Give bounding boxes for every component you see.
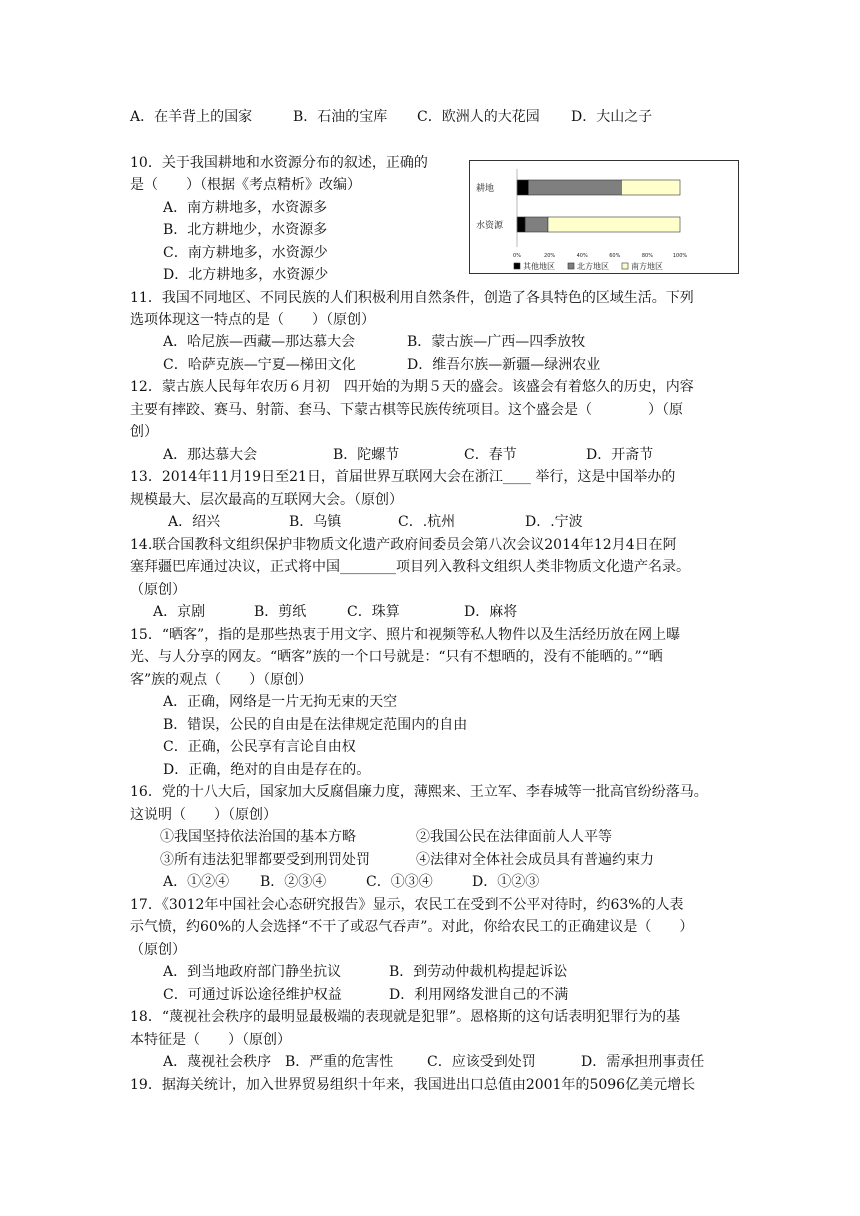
q10-option-c: C．南方耕地多，水资源少 <box>163 245 328 261</box>
q9-option-b: B．石油的宝库 <box>293 109 388 125</box>
q16-options <box>163 873 539 891</box>
q13-stem-line1: 13．2014年11月19日至21日，首届世界互联网大会在浙江____ 举行，这是中国举办的 <box>130 469 676 485</box>
category-label: 水资源 <box>476 221 504 231</box>
land-water-chart-svg <box>470 161 738 273</box>
q17-options-row2 <box>163 986 568 1004</box>
q14-stem-line1: 14.联合国教科文组织保护非物质文化遗产政府间委员会第八次会议2014年12月4日在阿 <box>130 537 677 553</box>
q12-stem-line1: 12．蒙古族人民每年农历６月初 四开始的为期５天的盛会。该盛会有着悠久的历史，内容 <box>130 379 694 395</box>
q11-option-d: D．维吾尔族—新疆—绿洲农业 <box>407 357 601 373</box>
q11-options-row1 <box>163 333 585 351</box>
legend-label: 北方地区 <box>577 262 609 271</box>
q12-option-b: B．陀螺节 <box>333 447 400 463</box>
x-tick-label: 40% <box>576 253 588 259</box>
legend-swatch <box>622 263 628 269</box>
q11-stem-line2: 选项体现这一特点的是（ ）（原创） <box>130 312 375 328</box>
q15-option-c: C．正确，公民享有言论自由权 <box>163 739 356 755</box>
q12-option-a: A．那达慕大会 <box>163 447 258 463</box>
q12-stem-line3: 创） <box>130 424 158 440</box>
q16-item-1: ①我国坚持依法治国的基本方略 <box>160 829 356 845</box>
q13-option-b: B．乌镇 <box>289 514 342 530</box>
land-water-chart <box>469 160 739 274</box>
q11-options-row2 <box>163 356 600 374</box>
q15-option-b: B．错误，公民的自由是在法律规定范围内的自由 <box>163 717 468 733</box>
legend-swatch <box>514 263 520 269</box>
q9-options <box>130 108 652 126</box>
q14-stem-line2: 塞拜疆巴库通过决议，正式将中国________项目列入教科文组织人类非物质文化遗产名录。 <box>130 559 690 575</box>
q13-option-c: C．.杭州 <box>398 514 456 530</box>
bar-segment <box>621 180 680 195</box>
q9-option-c: C．欧洲人的大花园 <box>417 109 540 125</box>
q16-item-4: ④法律对全体社会成员具有普遍约束力 <box>416 852 654 868</box>
q16-stem-line1: 16．党的十八大后，国家加大反腐倡廉力度，薄熙来、王立军、李春城等一批高官纷纷落马。 <box>130 784 708 800</box>
q17-option-c: C．可通过诉讼途径维护权益 <box>163 987 342 1003</box>
q10-option-d: D．北方耕地多，水资源少 <box>163 267 329 283</box>
q17-option-b: B．到劳动仲裁机构提起诉讼 <box>389 964 568 980</box>
q12-option-c: C．春节 <box>464 447 517 463</box>
q16-items-row1 <box>160 828 612 846</box>
q9-option-d: D．大山之子 <box>571 109 653 125</box>
q16-option-b: B．②③④ <box>260 874 327 890</box>
q10-stem-line1: 10．关于我国耕地和水资源分布的叙述，正确的 <box>130 155 428 171</box>
x-tick-label: 100% <box>672 253 688 259</box>
q17-options-row1 <box>163 963 567 981</box>
q14-option-d: D．麻将 <box>464 604 518 620</box>
q16-stem-line2: 这说明（ ）（原创） <box>130 807 277 823</box>
q17-option-a: A．到当地政府部门静坐抗议 <box>163 964 342 980</box>
q17-stem-line2: 示气愤，约60%的人会选择“不干了或忍气吞声”。对此，你给农民工的正确建议是（ ） <box>130 919 694 935</box>
q14-option-c: C．珠算 <box>347 604 400 620</box>
q9-option-a: A．在羊背上的国家 <box>130 109 253 125</box>
q13-stem-line2: 规模最大、层次最高的互联网大会。（原创） <box>130 492 403 508</box>
q18-option-c: C．应该受到处罚 <box>427 1054 536 1070</box>
q12-option-d: D．开斋节 <box>586 447 654 463</box>
q15-option-a: A．正确，网络是一片无拘无束的天空 <box>163 694 398 710</box>
x-tick-label: 80% <box>641 253 653 259</box>
q11-option-c: C．哈萨克族—宁夏—梯田文化 <box>163 357 356 373</box>
q14-option-b: B．剪纸 <box>254 604 307 620</box>
q18-stem-line2: 本特征是（ ）（原创） <box>130 1032 291 1048</box>
q17-stem-line1: 17．《3012年中国社会心态研究报告》显示，农民工在受到不公平对待时，约63%的人表 <box>130 897 684 913</box>
q11-option-a: A．哈尼族—西藏—那达慕大会 <box>163 334 356 350</box>
q16-items-row2 <box>160 851 654 869</box>
q17-stem-line3: （原创） <box>130 942 186 958</box>
q13-option-a: A．绍兴 <box>168 514 221 530</box>
q13-options <box>168 513 583 531</box>
legend-swatch <box>568 263 574 269</box>
q11-option-b: B．蒙古族—广西—四季放牧 <box>407 334 586 350</box>
q16-option-d: D．①②③ <box>472 874 540 890</box>
bar-segment <box>517 217 525 232</box>
q10-option-b: B．北方耕地少，水资源多 <box>163 222 328 238</box>
q14-option-a: A．京剧 <box>153 604 206 620</box>
legend-label: 其他地区 <box>523 262 555 271</box>
bar-segment <box>517 180 528 195</box>
q11-stem-line1: 11．我国不同地区、不同民族的人们积极利用自然条件，创造了各具特色的区域生活。下列 <box>130 290 694 306</box>
q18-option-d: D．需承担刑事责任 <box>581 1054 705 1070</box>
q16-item-2: ②我国公民在法律面前人人平等 <box>416 829 612 845</box>
bar-segment <box>548 217 680 232</box>
q12-stem-line2: 主要有摔跤、赛马、射箭、套马、下蒙古棋等民族传统项目。这个盛会是（ ）（原 <box>130 402 683 418</box>
legend-label: 南方地区 <box>631 262 663 271</box>
q17-option-d: D．利用网络发泄自己的不满 <box>389 987 569 1003</box>
q18-option-a: A．蔑视社会秩序 <box>163 1054 272 1070</box>
q14-options <box>153 603 517 621</box>
q16-option-a: A．①②④ <box>163 874 230 890</box>
q10-stem-line2: 是（ ）（根据《考点精析》改编） <box>130 177 361 193</box>
x-tick-label: 20% <box>544 253 556 259</box>
q12-options <box>163 446 653 464</box>
x-tick-label: 0% <box>513 253 521 259</box>
q18-options <box>163 1053 704 1071</box>
q15-option-d: D．正确，绝对的自由是存在的。 <box>163 762 371 778</box>
bar-segment <box>528 180 621 195</box>
x-tick-label: 60% <box>609 253 621 259</box>
q13-option-d: D．.宁波 <box>525 514 583 530</box>
q10-option-a: A．南方耕地多，水资源多 <box>163 200 328 216</box>
category-label: 耕地 <box>476 184 495 194</box>
q15-stem-line1: 15．“晒客”，指的是那些热衷于用文字、照片和视频等私人物件以及生活经历放在网上曝 <box>130 627 681 643</box>
q16-option-c: C．①③④ <box>366 874 433 890</box>
bar-segment <box>525 217 548 232</box>
q19-stem-line1: 19．据海关统计，加入世界贸易组织十年来，我国进出口总值由2001年的5096亿美元增长 <box>130 1077 696 1093</box>
q14-stem-line3: （原创） <box>130 582 186 598</box>
q18-stem-line1: 18．“蔑视社会秩序的最明显最极端的表现就是犯罪”。恩格斯的这句话表明犯罪行为的基 <box>130 1009 681 1025</box>
q18-option-b: B．严重的危害性 <box>285 1054 394 1070</box>
q15-stem-line2: 光、与人分享的网友。“晒客”族的一个口号就是：“只有不想晒的，没有不能晒的。”“晒 <box>130 649 663 665</box>
q16-item-3: ③所有违法犯罪都要受到刑罚处罚 <box>160 852 370 868</box>
q15-stem-line3: 客”族的观点（ ）（原创） <box>130 672 313 688</box>
